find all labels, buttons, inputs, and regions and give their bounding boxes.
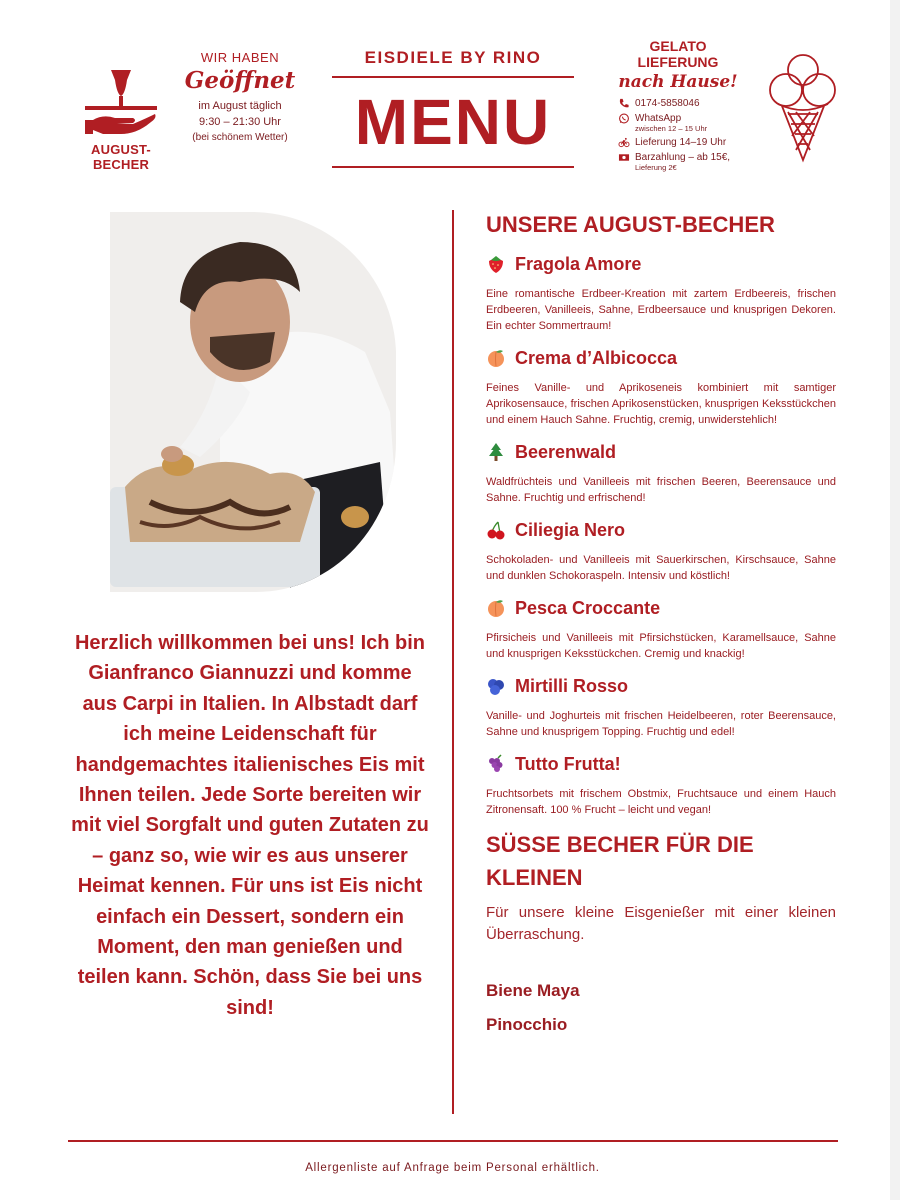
item-name: Crema d’Albicocca [515, 347, 678, 368]
item-description: Vanille- und Joghurteis mit frischen Heidelbeeren, roter Beerensauce, Sahne und knusprigem Topping. Fruchtig und edel! [486, 710, 836, 738]
grapes-icon [486, 754, 506, 774]
whatsapp-label: WhatsApp [635, 113, 682, 124]
delivery-script: nach Hause! [618, 72, 738, 92]
logo-label: AUGUST-BECHER [91, 142, 151, 172]
page-edge [890, 0, 900, 1200]
kids-section-title: SÜSSE BECHER FÜR DIE KLEINEN [486, 832, 754, 890]
phone-number: 0174-5858046 [635, 98, 700, 109]
allergen-note: Allergenliste auf Anfrage beim Personal erhältlich. [305, 1162, 600, 1174]
menu-item-crema-albicocca [486, 346, 836, 428]
item-description: Pfirsicheis und Vanilleeis mit Pfirsichstücken, Karamellsauce, Sahne und knusprigen Keksstückchen. Cremig und knackig! [486, 632, 836, 660]
delivery-payment [618, 152, 738, 172]
delivery-whatsapp[interactable] [618, 113, 738, 133]
menu-item-pesca-croccante [486, 596, 836, 662]
item-description: Eine romantische Erdbeer-Kreation mit zartem Erdbeereis, frischen Erdbeeren, Vanilleeis, Sahne, Erdbeersauce und knusprigen Dekoren. Ein echter Sommertraum! [486, 288, 836, 332]
delivery-line1: GELATO [649, 38, 707, 54]
item-name: Pesca Croccante [515, 597, 661, 618]
serving-hand-icon [81, 68, 161, 136]
kids-item-biene-maya: Biene Maya [486, 981, 580, 1000]
delivery-info [618, 38, 738, 176]
brand-name: EISDIELE BY RINO [364, 48, 542, 67]
item-name: Fragola Amore [515, 253, 642, 274]
item-description: Waldfrüchteis und Vanilleeis mit frischen Beeren, Beerensauce und Sahne. Fruchtig und erfrischend! [486, 476, 836, 504]
cherries-icon [486, 520, 506, 540]
opening-hours [180, 50, 300, 146]
tree-icon [486, 442, 506, 462]
title-rule-top [332, 76, 574, 78]
delivery-times [618, 137, 738, 148]
column-divider [452, 210, 454, 1114]
footer-rule [68, 1140, 838, 1142]
item-description: Feines Vanille- und Aprikoseneis kombiniert mit samtiger Aprikosensauce, frischen Aprikosenstücken, knusprigen Keksstückchen und einem Hauch Sahne. Fruchtig, cremig, unwiderstehlich! [486, 382, 836, 426]
delivery-phone[interactable] [618, 98, 738, 109]
august-section-title: UNSERE AUGUST-BECHER [486, 212, 775, 237]
title-rule-bottom [332, 166, 574, 168]
bicycle-icon [618, 137, 630, 148]
ice-cream-cone-icon [766, 50, 840, 164]
peach-icon [486, 348, 506, 368]
hours-days: im August täglich [198, 100, 282, 112]
whatsapp-hours: zwischen 12 – 15 Uhr [635, 124, 708, 133]
open-status: Geöffnet [184, 67, 296, 94]
delivery-line2: LIEFERUNG [637, 54, 719, 70]
payment-text: Barzahlung – ab 15€, [635, 152, 731, 163]
item-description: Fruchtsorbets mit frischem Obstmix, Fruchtsauce und einem Hauch Zitronensaft. 100 % Frucht – leicht und vegan! [486, 788, 836, 816]
chef-photo [110, 212, 396, 592]
cash-icon [618, 152, 630, 163]
whatsapp-icon [618, 113, 630, 124]
hours-intro: WIR HABEN [200, 50, 280, 65]
peach-icon [486, 598, 506, 618]
menu-item-fragola-amore [486, 252, 836, 334]
menu-item-ciliegia-nero [486, 518, 836, 584]
kids-description: Für unsere kleine Eisgenießer mit einer kleinen Überraschung. [486, 904, 836, 943]
delivery-hours: Lieferung 14–19 Uhr [635, 137, 727, 148]
item-name: Beerenwald [515, 441, 617, 462]
menu-title: MENU [354, 86, 552, 158]
menu-column [486, 210, 836, 1036]
august-becher-logo [66, 68, 176, 172]
menu-item-beerenwald [486, 440, 836, 506]
phone-icon [618, 98, 630, 109]
delivery-fee: Lieferung 2€ [635, 163, 677, 172]
strawberry-icon [486, 254, 506, 274]
welcome-text: Herzlich willkommen bei uns! Ich bin Gianfranco Giannuzzi und komme aus Carpi in Italien. In Albstadt darf ich meine Leidenschaft für handgemachtes italienisches Eis mit Ihnen teilen. Jede Sorte bereiten wir mit viel Sorgfalt und guten Zutaten zu – ganz so, wie wir es aus unserer Heimat kennen. Für uns ist Eis nicht einfach ein Dessert, sondern ein Moment, den man genießen und teilen kann. Schön, dass Sie bei uns sind! [71, 632, 429, 1019]
blueberries-icon [486, 676, 506, 696]
hours-time: 9:30 – 21:30 Uhr [199, 116, 281, 128]
menu-item-mirtilli-rosso [486, 674, 836, 740]
brand-header [332, 48, 574, 176]
item-name: Mirtilli Rosso [515, 675, 629, 696]
hours-note: (bei schönem Wetter) [192, 132, 288, 143]
kids-item-pinocchio: Pinocchio [486, 1015, 568, 1034]
menu-item-tutto-frutta [486, 752, 836, 818]
item-name: Tutto Frutta! [515, 753, 621, 774]
item-name: Ciliegia Nero [515, 519, 626, 540]
item-description: Schokoladen- und Vanilleeis mit Sauerkirschen, Kirschsauce, Sahne und dunklen Schokoraspeln. Intensiv und köstlich! [486, 554, 836, 582]
